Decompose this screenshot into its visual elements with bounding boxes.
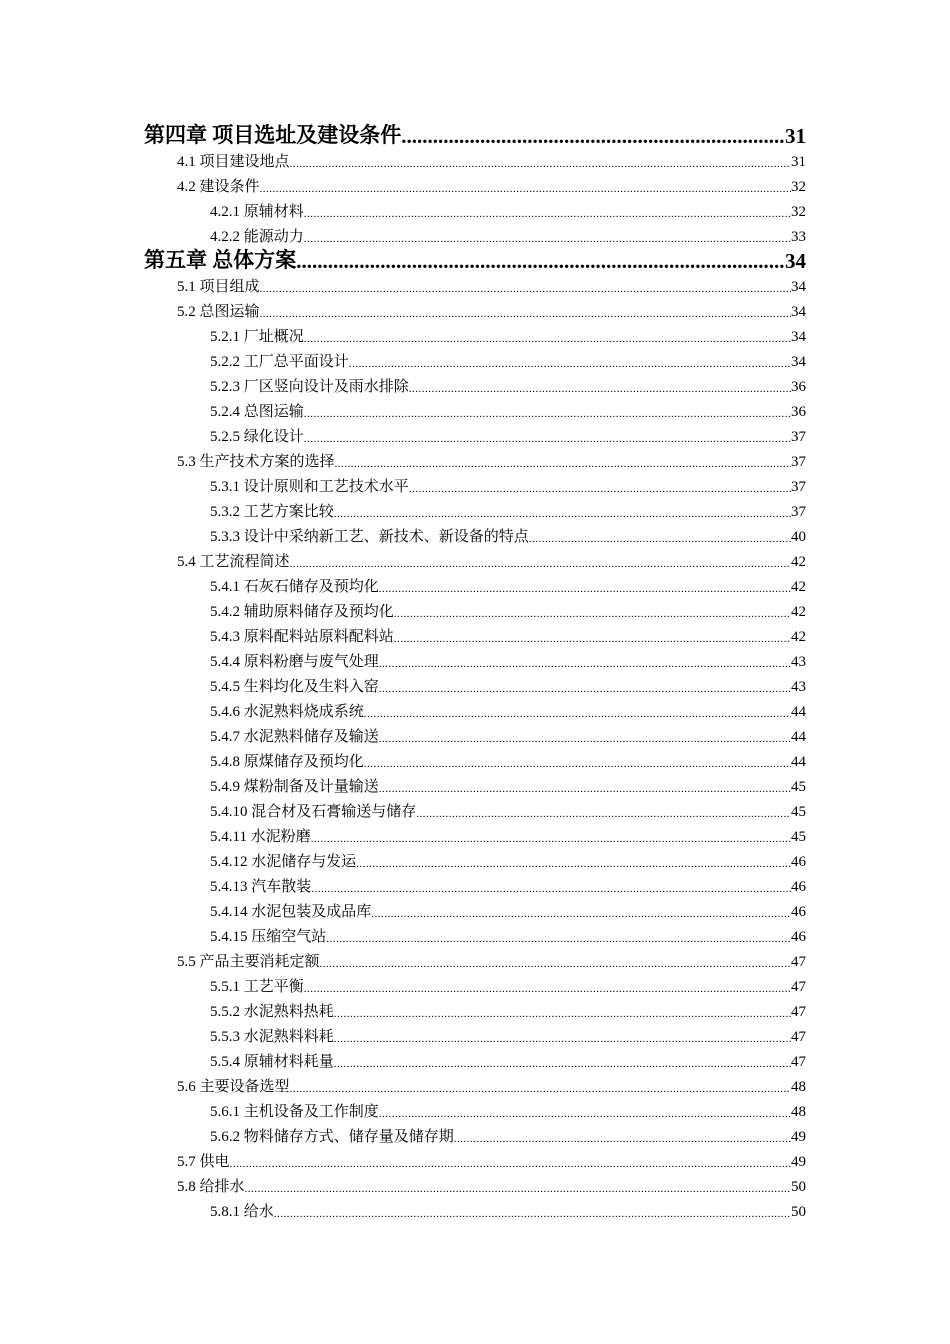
toc-entry[interactable] <box>0 1123 950 1148</box>
toc-entry-label: 5.3.1 设计原则和工艺技术水平 <box>210 479 409 495</box>
toc-entry-label: 5.4.11 水泥粉磨 <box>210 829 311 845</box>
toc-entry-label: 5.8 给排水 <box>177 1179 245 1195</box>
toc-dot-leader <box>379 680 791 698</box>
toc-entry-label: 5.4.1 石灰石储存及预均化 <box>210 579 379 595</box>
toc-entry[interactable] <box>0 223 950 248</box>
toc-dot-leader <box>334 1005 791 1023</box>
toc-entry[interactable] <box>0 848 950 873</box>
toc-entry-page-number: 34 <box>791 279 806 295</box>
toc-entry-label: 5.5.3 水泥熟料料耗 <box>210 1029 334 1045</box>
toc-dot-leader <box>334 1055 791 1073</box>
toc-entry[interactable] <box>0 873 950 898</box>
toc-entry-page-number: 37 <box>791 479 806 495</box>
toc-entry-page-number: 37 <box>791 504 806 520</box>
toc-entry-page-number: 31 <box>791 154 806 170</box>
toc-entry-page-number: 34 <box>791 354 806 370</box>
toc-entry[interactable] <box>0 323 950 348</box>
toc-entry-page-number: 43 <box>791 679 806 695</box>
toc-entry-label: 5.4.7 水泥熟料储存及输送 <box>210 729 379 745</box>
toc-dot-leader <box>335 455 791 473</box>
toc-entry-page-number: 47 <box>791 1004 806 1020</box>
toc-entry-label: 5.4.15 压缩空气站 <box>210 929 327 945</box>
toc-dot-leader <box>304 205 791 223</box>
toc-entry-label: 5.5.2 水泥熟料热耗 <box>210 1004 334 1020</box>
toc-entry[interactable] <box>0 623 950 648</box>
toc-entry-page-number: 32 <box>791 179 806 195</box>
toc-entry-page-number: 50 <box>791 1204 806 1220</box>
toc-entry-page-number: 47 <box>791 979 806 995</box>
toc-entry-label: 5.4.6 水泥熟料烧成系统 <box>210 704 364 720</box>
toc-entry[interactable] <box>0 498 950 523</box>
toc-entry-label: 4.1 项目建设地点 <box>177 154 290 170</box>
toc-dot-leader <box>394 605 791 623</box>
toc-entry-page-number: 45 <box>791 779 806 795</box>
toc-entry-label: 5.3.2 工艺方案比较 <box>210 504 334 520</box>
toc-entry-label: 第五章 总体方案 <box>144 248 297 272</box>
toc-entry-label: 5.6 主要设备选型 <box>177 1079 290 1095</box>
toc-entry[interactable] <box>0 948 950 973</box>
toc-entry[interactable] <box>0 448 950 473</box>
toc-entry-label: 5.6.1 主机设备及工作制度 <box>210 1104 379 1120</box>
toc-entry-page-number: 47 <box>791 1029 806 1045</box>
toc-entry-page-number: 44 <box>791 754 806 770</box>
toc-entry[interactable] <box>0 973 950 998</box>
toc-entry-label: 5.4.10 混合材及石膏输送与储存 <box>210 804 417 820</box>
toc-entry[interactable] <box>0 473 950 498</box>
toc-dot-leader <box>416 805 791 823</box>
toc-entry-label: 5.4.8 原煤储存及预均化 <box>210 754 364 770</box>
toc-entry-label: 5.2.5 绿化设计 <box>210 429 304 445</box>
toc-entry[interactable] <box>0 523 950 548</box>
toc-entry[interactable] <box>0 148 950 173</box>
toc-entry-page-number: 49 <box>791 1129 806 1145</box>
toc-entry-page-number: 36 <box>791 404 806 420</box>
toc-entry-page-number: 50 <box>791 1179 806 1195</box>
toc-entry-page-number: 48 <box>791 1079 806 1095</box>
toc-entry-label: 第四章 项目选址及建设条件 <box>144 123 402 147</box>
toc-entry-page-number: 31 <box>785 124 806 148</box>
toc-entry-page-number: 49 <box>791 1154 806 1170</box>
toc-dot-leader <box>364 755 791 773</box>
toc-entry-page-number: 45 <box>791 804 806 820</box>
toc-entry-label: 4.2.2 能源动力 <box>210 229 304 245</box>
toc-entry[interactable] <box>0 673 950 698</box>
toc-entry-page-number: 46 <box>791 904 806 920</box>
toc-dot-leader <box>349 355 791 373</box>
toc-dot-leader <box>326 930 791 948</box>
toc-entry-page-number: 44 <box>791 729 806 745</box>
toc-dot-leader <box>320 955 791 973</box>
toc-entry-label: 5.2.2 工厂总平面设计 <box>210 354 349 370</box>
toc-entry-page-number: 46 <box>791 879 806 895</box>
toc-entry-page-number: 34 <box>785 249 806 273</box>
toc-dot-leader <box>394 630 791 648</box>
toc-dot-leader <box>364 705 791 723</box>
toc-entry-label: 5.4.3 原料配料站原料配料站 <box>210 629 394 645</box>
toc-entry[interactable] <box>0 598 950 623</box>
toc-dot-leader <box>304 330 791 348</box>
toc-entry-label: 5.2.4 总图运输 <box>210 404 304 420</box>
toc-entry-label: 5.5.1 工艺平衡 <box>210 979 304 995</box>
toc-entry[interactable] <box>0 398 950 423</box>
toc-entry-page-number: 37 <box>791 454 806 470</box>
toc-entry[interactable] <box>0 1023 950 1048</box>
toc-entry[interactable] <box>0 1173 950 1198</box>
toc-entry-page-number: 47 <box>791 954 806 970</box>
toc-dot-leader <box>334 1030 791 1048</box>
toc-entry[interactable] <box>0 1048 950 1073</box>
toc-dot-leader <box>311 830 791 848</box>
toc-entry-page-number: 42 <box>791 604 806 620</box>
toc-entry-page-number: 42 <box>791 629 806 645</box>
toc-entry-label: 5.7 供电 <box>177 1154 230 1170</box>
toc-entry-page-number: 34 <box>791 304 806 320</box>
toc-entry-page-number: 34 <box>791 329 806 345</box>
toc-entry-page-number: 48 <box>791 1104 806 1120</box>
toc-entry[interactable] <box>0 548 950 573</box>
toc-dot-leader <box>356 855 791 873</box>
toc-dot-leader <box>409 480 791 498</box>
toc-dot-leader <box>230 1155 791 1173</box>
toc-dot-leader <box>379 580 791 598</box>
toc-dot-leader <box>454 1130 791 1148</box>
toc-entry[interactable] <box>0 1073 950 1098</box>
toc-entry-page-number: 44 <box>791 704 806 720</box>
toc-entry[interactable] <box>0 748 950 773</box>
toc-entry-page-number: 46 <box>791 854 806 870</box>
toc-entry[interactable] <box>0 998 950 1023</box>
toc-dot-leader <box>379 780 791 798</box>
toc-dot-leader <box>296 249 785 274</box>
toc-entry[interactable] <box>0 173 950 198</box>
toc-dot-leader <box>371 905 791 923</box>
toc-dot-leader <box>401 124 785 149</box>
toc-entry-page-number: 36 <box>791 379 806 395</box>
toc-dot-leader <box>304 230 791 248</box>
toc-dot-leader <box>304 980 791 998</box>
table-of-contents <box>0 123 950 1223</box>
toc-entry-label: 5.4.14 水泥包装及成品库 <box>210 904 372 920</box>
toc-entry[interactable] <box>0 798 950 823</box>
toc-entry-page-number: 42 <box>791 554 806 570</box>
toc-entry-label: 5.8.1 给水 <box>210 1204 274 1220</box>
toc-dot-leader <box>304 405 791 423</box>
toc-dot-leader <box>529 530 791 548</box>
toc-dot-leader <box>290 155 791 173</box>
toc-dot-leader <box>379 1105 791 1123</box>
toc-dot-leader <box>260 180 791 198</box>
toc-entry-page-number: 32 <box>791 204 806 220</box>
toc-chapter-entry[interactable] <box>0 123 950 149</box>
toc-entry-label: 5.4 工艺流程简述 <box>177 554 290 570</box>
toc-entry-label: 5.4.2 辅助原料储存及预均化 <box>210 604 394 620</box>
toc-dot-leader <box>311 880 791 898</box>
toc-entry[interactable] <box>0 698 950 723</box>
toc-dot-leader <box>379 655 791 673</box>
toc-dot-leader <box>290 555 791 573</box>
toc-entry[interactable] <box>0 423 950 448</box>
toc-chapter-entry[interactable] <box>0 248 950 274</box>
toc-entry-page-number: 42 <box>791 579 806 595</box>
toc-entry[interactable] <box>0 1198 950 1223</box>
toc-entry-label: 5.6.2 物料储存方式、储存量及储存期 <box>210 1129 454 1145</box>
toc-entry-label: 5.2 总图运输 <box>177 304 260 320</box>
toc-entry-page-number: 47 <box>791 1054 806 1070</box>
toc-dot-leader <box>379 730 791 748</box>
toc-entry-page-number: 46 <box>791 929 806 945</box>
toc-entry[interactable] <box>0 298 950 323</box>
toc-entry[interactable] <box>0 273 950 298</box>
toc-dot-leader <box>334 505 791 523</box>
toc-entry[interactable] <box>0 723 950 748</box>
toc-entry-label: 5.3.3 设计中采纳新工艺、新技术、新设备的特点 <box>210 529 529 545</box>
toc-entry-label: 4.2 建设条件 <box>177 179 260 195</box>
toc-dot-leader <box>260 305 791 323</box>
toc-entry-label: 4.2.1 原辅材料 <box>210 204 304 220</box>
toc-entry-page-number: 37 <box>791 429 806 445</box>
toc-entry[interactable] <box>0 923 950 948</box>
toc-entry-label: 5.4.12 水泥储存与发运 <box>210 854 357 870</box>
toc-entry[interactable] <box>0 1148 950 1173</box>
toc-dot-leader <box>290 1080 791 1098</box>
toc-dot-leader <box>260 280 791 298</box>
toc-entry-label: 5.1 项目组成 <box>177 279 260 295</box>
toc-entry[interactable] <box>0 898 950 923</box>
toc-entry-label: 5.2.3 厂区竖向设计及雨水排除 <box>210 379 409 395</box>
toc-entry[interactable] <box>0 373 950 398</box>
toc-entry-page-number: 33 <box>791 229 806 245</box>
toc-entry-label: 5.5 产品主要消耗定额 <box>177 954 320 970</box>
toc-dot-leader <box>304 430 791 448</box>
toc-entry[interactable] <box>0 348 950 373</box>
toc-dot-leader <box>274 1205 791 1223</box>
toc-entry[interactable] <box>0 773 950 798</box>
toc-entry-label: 5.2.1 厂址概况 <box>210 329 304 345</box>
toc-dot-leader <box>409 380 791 398</box>
toc-entry-label: 5.5.4 原辅材料耗量 <box>210 1054 334 1070</box>
toc-dot-leader <box>245 1180 791 1198</box>
toc-entry-label: 5.4.13 汽车散装 <box>210 879 312 895</box>
toc-entry[interactable] <box>0 823 950 848</box>
toc-entry-page-number: 45 <box>791 829 806 845</box>
toc-entry-label: 5.3 生产技术方案的选择 <box>177 454 335 470</box>
toc-entry-label: 5.4.9 煤粉制备及计量输送 <box>210 779 379 795</box>
toc-entry[interactable] <box>0 573 950 598</box>
toc-entry-page-number: 43 <box>791 654 806 670</box>
toc-entry-label: 5.4.4 原料粉磨与废气处理 <box>210 654 379 670</box>
toc-entry[interactable] <box>0 198 950 223</box>
toc-entry[interactable] <box>0 1098 950 1123</box>
toc-entry[interactable] <box>0 648 950 673</box>
toc-entry-label: 5.4.5 生料均化及生料入窑 <box>210 679 379 695</box>
toc-entry-page-number: 40 <box>791 529 806 545</box>
